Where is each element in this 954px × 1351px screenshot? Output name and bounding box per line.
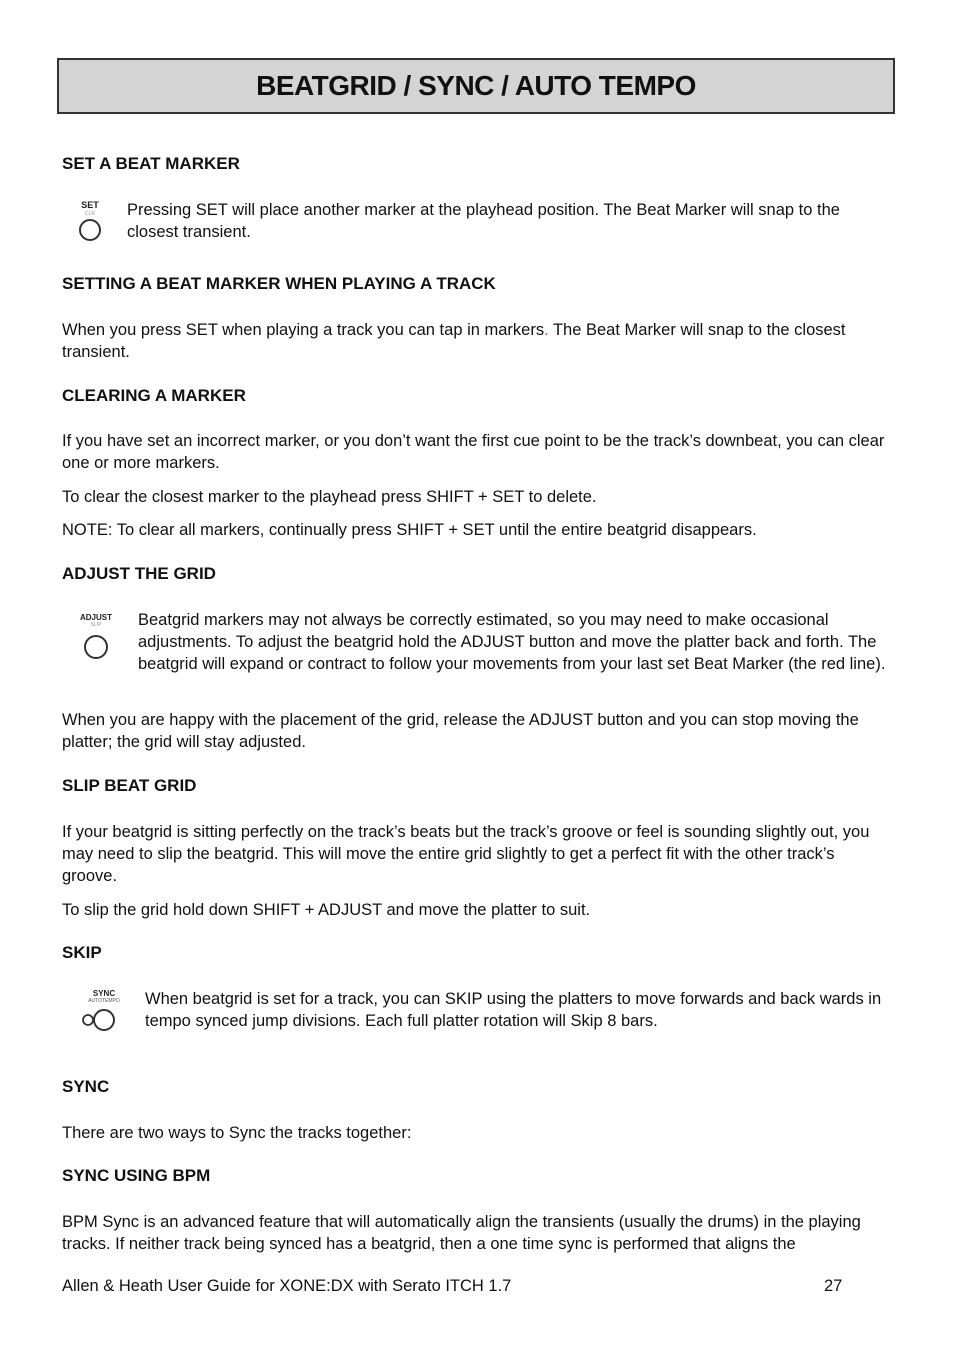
heading-set-marker: SET A BEAT MARKER <box>62 154 240 173</box>
clearing-p3: NOTE: To clear all markers, continually press SHIFT + SET until the entire beatgrid disappears. <box>62 521 757 539</box>
sync-p1: There are two ways to Sync the tracks together: <box>62 1124 412 1142</box>
heading-slip: SLIP BEAT GRID <box>62 776 197 795</box>
skip-text: When beatgrid is set for a track, you can SKIP using the platters to move forwards and back wards in tempo synced jump divisions. Each full platter rotation will Skip 8 bars. <box>145 990 882 1030</box>
setting-playing-text-a: When you press SET when playing a track you can tap in markers <box>62 321 545 339</box>
sync-icon-label: SYNC <box>92 989 116 998</box>
set-icon-label: SET <box>81 200 99 210</box>
page-title: BEATGRID / SYNC / AUTO TEMPO <box>256 70 696 101</box>
heading-skip: SKIP <box>62 943 102 962</box>
sync-icon-sublabel: AUTOTEMPO <box>88 998 120 1004</box>
page-number: 27 <box>824 1277 843 1295</box>
heading-setting-playing: SETTING A BEAT MARKER WHEN PLAYING A TRACK <box>62 274 496 293</box>
heading-sync: SYNC <box>62 1077 110 1096</box>
adjust-icon-label: ADJUST <box>79 613 113 622</box>
adjust-button-icon <box>68 610 118 660</box>
setting-playing-text-b: The Beat Marker will snap to the closest transient. <box>62 321 846 361</box>
page-title-box <box>57 58 895 114</box>
heading-adjust: ADJUST THE GRID <box>62 564 216 583</box>
heading-clearing: CLEARING A MARKER <box>62 386 246 405</box>
footer-title: Allen & Heath User Guide for XONE:DX with Serato ITCH 1.7 <box>62 1277 512 1295</box>
set-button-icon <box>68 196 118 246</box>
sync-bpm-p1: BPM Sync is an advanced feature that will automatically align the transients (usually the drums) in the playing tracks. If neither track being synced has a beatgrid, then a one time sync is performed that aligns the <box>62 1213 861 1253</box>
clearing-p1: If you have set an incorrect marker, or you don’t want the first cue point to be the track’s downbeat, you can clear one or more markers. <box>62 432 885 472</box>
slip-p1: If your beatgrid is sitting perfectly on the track’s beats but the track’s groove or feel is sounding slightly out, you may need to slip the beatgrid. This will move the entire grid slightly to get a perfect fit with the other track’s groove. <box>62 823 870 885</box>
setting-playing-text <box>62 319 894 363</box>
sync-autotempo-button-icon <box>72 986 130 1036</box>
heading-sync-bpm: SYNC USING BPM <box>62 1166 211 1185</box>
clearing-p2: To clear the closest marker to the playhead press SHIFT + SET to delete. <box>62 488 597 506</box>
adjust-icon-sublabel: SLIP <box>90 622 102 628</box>
setting-playing-red-dot: . <box>544 321 549 339</box>
set-marker-text: Pressing SET will place another marker at the playhead position. The Beat Marker will snap to the closest transient. <box>127 201 840 241</box>
adjust-text: Beatgrid markers may not always be correctly estimated, so you may need to make occasional adjustments. To adjust the beatgrid hold the ADJUST button and move the platter back and forth. The beatgrid will expand or contract to follow your movements from your last set Beat Marker (the red line). <box>138 611 886 673</box>
set-icon-sublabel: CLR <box>84 211 96 217</box>
adjust-p2: When you are happy with the placement of the grid, release the ADJUST button and you can stop moving the platter; the grid will stay adjusted. <box>62 711 859 751</box>
slip-p2: To slip the grid hold down SHIFT + ADJUST and move the platter to suit. <box>62 901 591 919</box>
